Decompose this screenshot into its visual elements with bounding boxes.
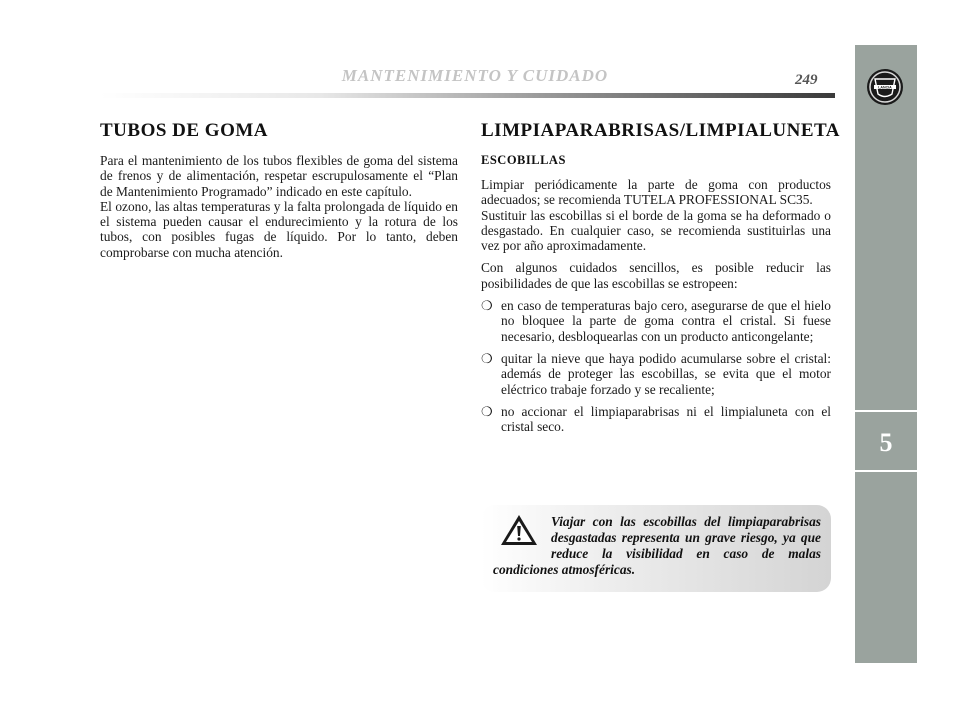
paragraph: Con algunos cuidados sencillos, es posible reducir las posibilidades de que las escobillas se estropeen: (481, 260, 831, 291)
chapter-separator-bottom (855, 470, 917, 472)
page-number: 249 (795, 72, 818, 88)
lancia-logo-icon (866, 68, 904, 106)
chapter-tab-bar (855, 45, 917, 663)
logo-text: LANCIA (878, 85, 892, 90)
paragraph: El ozono, las altas temperaturas y la falta prolongada de líquido en el sistema pueden causar el endurecimiento y la rotura de los tubos, con posibles fugas de líquido. Por lo tanto, deben comprobarse con mucha atención. (100, 198, 458, 260)
warning-text: Viajar con las escobillas del limpiaparabrisas desgastadas representa un grave riesgo, ya que reduce la visibilidad en caso de malas condiciones atmosféricas. (493, 514, 821, 577)
running-header-title: MANTENIMIENTO Y CUIDADO (341, 66, 609, 85)
list-item: ❍ no accionar el limpiaparabrisas ni el limpialuneta con el cristal seco. (481, 403, 831, 435)
list-item: ❍ quitar la nieve que haya podido acumularse sobre el cristal: además de proteger las escobillas, se evita que el motor eléctrico trabaje forzado y se recaliente; (481, 350, 831, 397)
paragraph: Sustituir las escobillas si el borde de la goma se ha deformado o desgastado. En cualquier caso, se recomienda sustituirlas una vez por año aproximadamente. (481, 207, 831, 254)
section-heading-limpiaparabrisas: LIMPIAPARABRISAS/LIMPIALUNETA (481, 120, 840, 141)
section-heading-tubos: TUBOS DE GOMA (100, 120, 269, 141)
subheading-escobillas: ESCOBILLAS (481, 153, 566, 167)
left-column (100, 120, 458, 260)
bullet-circle-icon: ❍ (481, 298, 493, 314)
header-rule (100, 93, 835, 98)
bullet-circle-icon: ❍ (481, 350, 493, 366)
paragraph: Para el mantenimiento de los tubos flexibles de goma del sistema de frenos y de alimentación, respetar escrupulosamente el “Plan de Mantenimiento Programado” indicado en este capítulo. (100, 153, 458, 199)
chapter-separator-top (855, 410, 917, 412)
bullet-list (481, 298, 831, 434)
bullet-circle-icon: ❍ (481, 403, 493, 419)
list-item: ❍ en caso de temperaturas bajo cero, asegurarse de que el hielo no bloquee la parte de goma contra el cristal. Si fuese necesario, desbloquearlas con un producto anticongelante; (481, 298, 831, 344)
paragraph: Limpiar periódicamente la parte de goma con productos adecuados; se recomienda TUTELA PROFESSIONAL SC35. (481, 177, 831, 208)
chapter-number: 5 (879, 428, 893, 457)
warning-box (481, 505, 831, 592)
right-column (481, 120, 840, 441)
